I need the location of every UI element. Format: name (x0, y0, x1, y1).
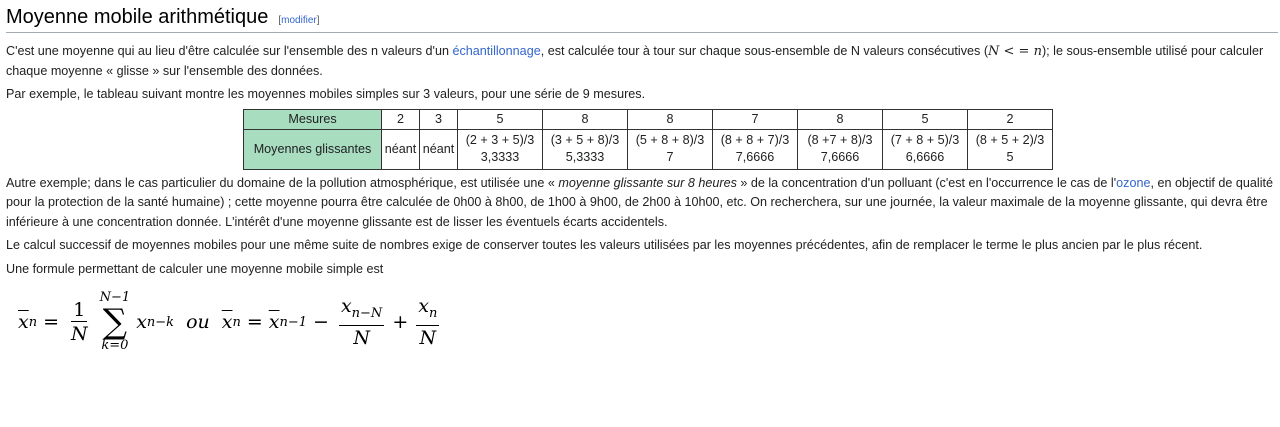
edit-link[interactable]: modifier (281, 15, 317, 26)
table-cell: 3 (420, 109, 458, 129)
cell-value: 7,6666 (735, 150, 775, 164)
formula-term-sub: n−k (146, 314, 175, 330)
table-cell: 5 (458, 109, 543, 129)
fraction-numerator: 1 (73, 298, 86, 321)
fraction-numerator-2 (339, 295, 384, 326)
moving-average-table (243, 109, 1053, 170)
cell-value: 6,6666 (905, 150, 945, 164)
formula-xbar-2: $\overline{x}$ (221, 311, 233, 333)
section-heading-row (6, 0, 1278, 33)
cell-value: 7,6666 (820, 150, 860, 164)
formula-eq-2: = (246, 311, 263, 333)
formula-sub: n (28, 314, 38, 330)
table-cell (798, 129, 883, 169)
paragraph-definition (6, 42, 1276, 81)
table-header-glissantes: Moyennes glissantes (244, 129, 382, 169)
cell-formula: (8 +7 + 8)/3 (807, 133, 873, 147)
formula-prev-sub: n−1 (279, 314, 308, 330)
formula-term: x (136, 311, 147, 333)
para3-text-3: , en objectif de qualité pour la protection de la santé humaine) ; cette moyenne pourra être calculée de 0h00 à 8h00, de 1h00 à 9h00, de 2h00 à 10h00, etc. On recherchera, sur une journée, la valeur maximale de la moyenne glissante, qui devra être inférieure à une concentration donnée. L'intérêt d'une moyenne glissante est de lisser les éventuels écarts accidentels. (6, 175, 1273, 229)
table-cell: 2 (968, 109, 1053, 129)
cell-formula: (8 + 5 + 2)/3 (975, 133, 1045, 147)
formula-prev: $\overline{x}$ (268, 311, 280, 333)
formula-xbar: $\overline{x}$ (18, 311, 29, 333)
paragraph-formula-intro: Une formule permettant de calculer une moyenne mobile simple est (6, 261, 384, 276)
table-cell: 7 (713, 109, 798, 129)
cell-value: 7 (666, 150, 674, 164)
edit-section (278, 10, 319, 28)
cell-formula: (2 + 3 + 5)/3 (465, 133, 535, 147)
inline-math: N < = n (988, 44, 1042, 59)
sum-lower: k=0 (101, 338, 129, 353)
table-cell (543, 129, 628, 169)
paragraph-pollution (6, 174, 1276, 233)
para3-text-1: Autre exemple; dans le cas particulier du domaine de la pollution atmosphérique, est utilisée une « (6, 175, 559, 190)
formula-fraction-3 (416, 295, 439, 350)
formula-fraction-2 (339, 295, 384, 350)
formula-minus: − (313, 311, 329, 333)
formula-ou: ou (186, 311, 210, 333)
paragraph-successive: Le calcul successif de moyennes mobiles pour une même suite de nombres exige de conserver toutes les valeurs utilisées par les moyennes précédentes, afin de remplacer le terme le plus ancien par le plus récent. (6, 238, 1203, 252)
frac2-sub: n−N (351, 305, 383, 321)
cell-formula: (5 + 8 + 8)/3 (635, 133, 705, 147)
section-title: Moyenne mobile arithmétique (6, 6, 269, 28)
cell-formula: (8 + 8 + 7)/3 (720, 133, 790, 147)
sum-upper: N−1 (99, 290, 131, 305)
cell-value: 5 (1006, 150, 1014, 164)
table-cell (883, 129, 968, 169)
para1-text-3: ); le sous-ensemble utilisé pour calculer chaque moyenne « glisse » sur l'ensemble des données. (6, 44, 1264, 78)
formula-sub-2: n (232, 314, 241, 330)
frac3-x: x (418, 294, 429, 317)
para1-text-2: , est calculée tour à tour sur chaque sous-ensemble de N valeurs consécutives ( (540, 44, 989, 58)
edit-bracket-open: [ (278, 15, 282, 26)
table-cell (713, 129, 798, 169)
fraction-denominator-3: N (419, 326, 437, 349)
cell-formula: (3 + 5 + 8)/3 (550, 133, 620, 147)
formula-block (18, 287, 1280, 357)
para3-text-2: » de la concentration d'un polluant (c'est en l'occurrence le cas de l' (736, 175, 1117, 190)
fraction-numerator-3 (416, 295, 439, 326)
table-cell (458, 129, 543, 169)
formula-eq: = (43, 311, 60, 333)
table-cell: 8 (798, 109, 883, 129)
table-cell (968, 129, 1053, 169)
table-cell: 8 (628, 109, 713, 129)
para3-italic: moyenne glissante sur 8 heures (558, 175, 737, 190)
formula-fraction (69, 299, 90, 346)
table-cell: néant (382, 129, 420, 169)
table-cell: 5 (883, 109, 968, 129)
formula-plus: + (392, 311, 409, 333)
paragraph-example: Par exemple, le tableau suivant montre les moyennes mobiles simples sur 3 valeurs, pour une série de 9 mesures. (6, 87, 646, 101)
edit-bracket-close: ] (316, 15, 320, 26)
fraction-denominator-2: N (353, 326, 370, 349)
cell-value: 3,3333 (480, 150, 520, 164)
table-row-glissantes (244, 129, 1053, 169)
link-echantillonnage[interactable]: échantillonnage (452, 44, 541, 58)
cell-value: 5,3333 (565, 150, 605, 164)
table-cell: néant (420, 129, 458, 169)
table-cell (628, 129, 713, 169)
link-ozone[interactable]: ozone (1116, 175, 1151, 190)
cell-formula: (7 + 8 + 5)/3 (890, 133, 960, 147)
table-header-mesures: Mesures (244, 109, 382, 129)
frac3-sub: n (428, 305, 438, 321)
table-row-mesures (244, 109, 1053, 129)
sum-symbol: ∑ (102, 302, 128, 342)
fraction-denominator: N (71, 322, 88, 345)
frac2-x: x (340, 294, 352, 317)
formula-summation (100, 291, 131, 353)
para1-text-1: C'est une moyenne qui au lieu d'être calculée sur l'ensemble des n valeurs d'un (6, 44, 453, 58)
table-cell: 2 (382, 109, 420, 129)
table-cell: 8 (543, 109, 628, 129)
